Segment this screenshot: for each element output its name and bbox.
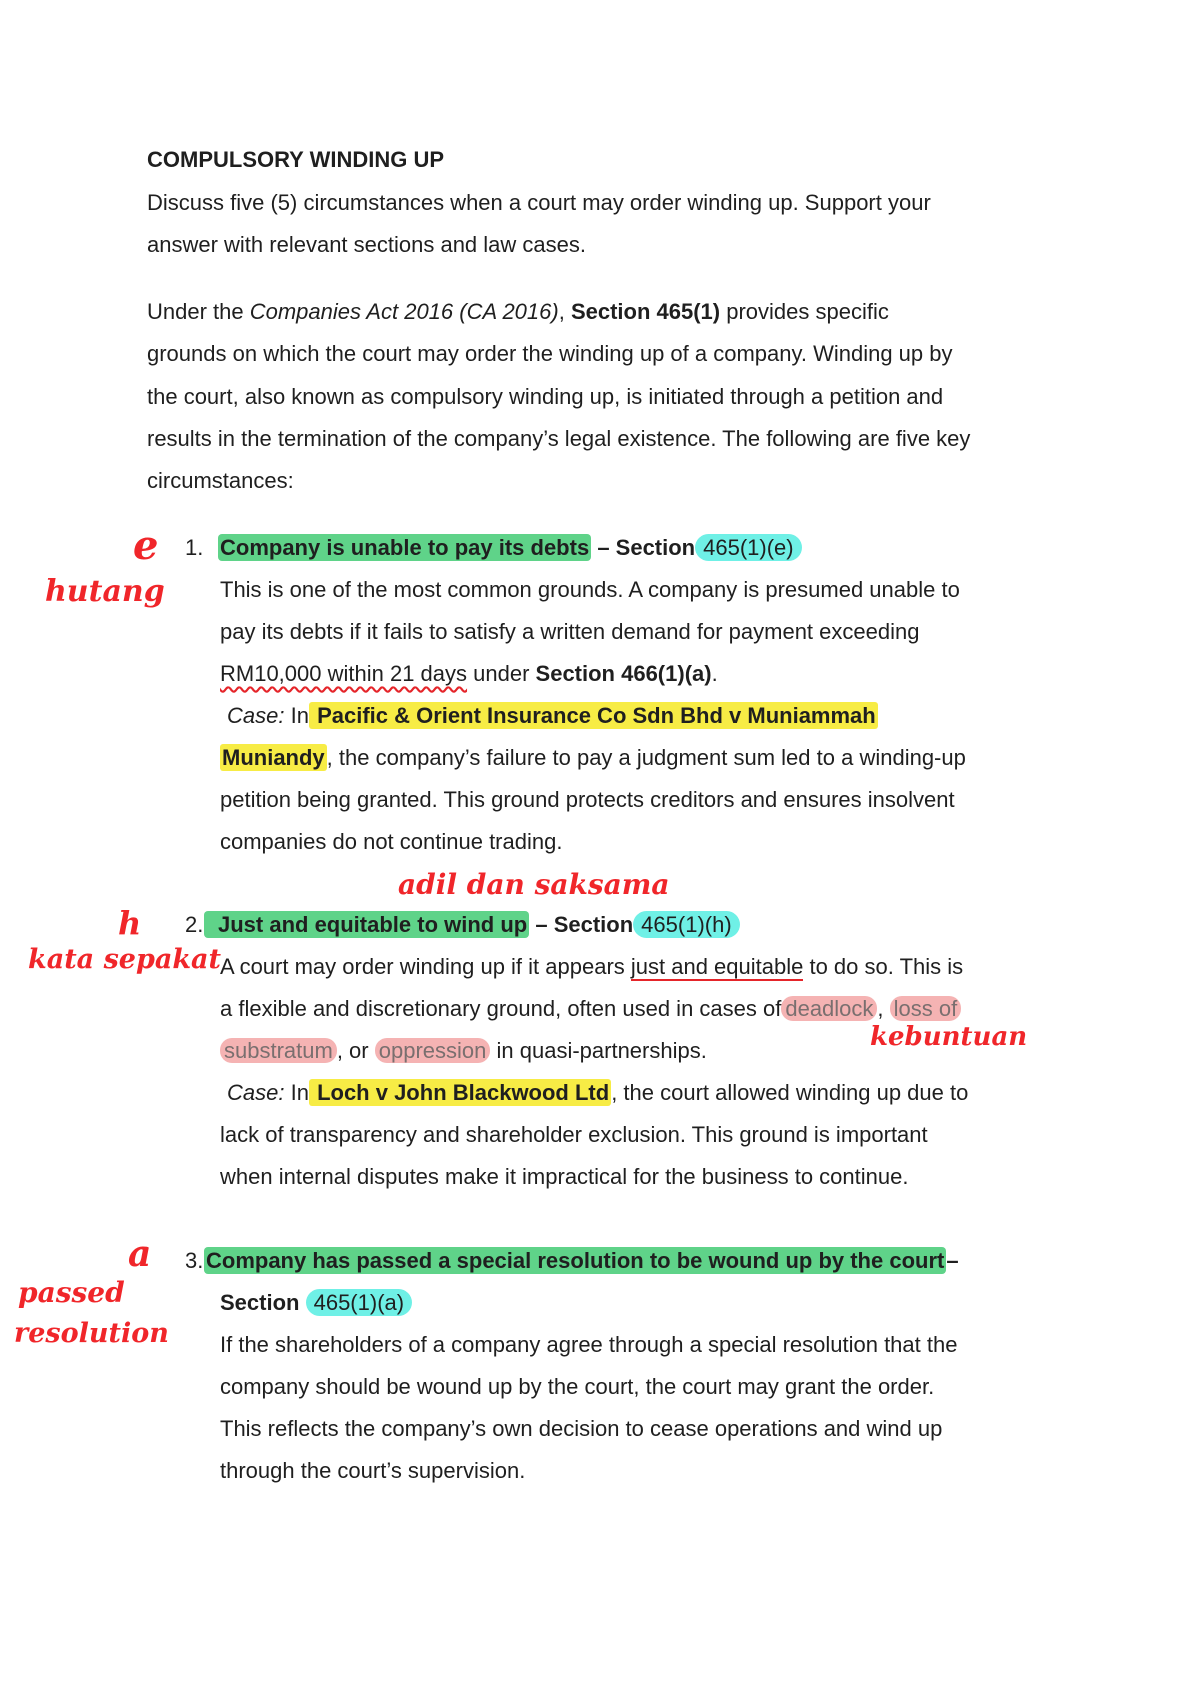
- list-item-title: Company has passed a special resolution to be wound up by the court: [206, 1248, 945, 1273]
- list-number: 2.: [185, 912, 204, 937]
- section-label: Section: [220, 1290, 300, 1315]
- paragraph-text: .: [711, 661, 718, 686]
- list-number: 3.: [185, 1248, 204, 1273]
- paragraph-line: lack of transparency and shareholder exclusion. This ground is important: [220, 1122, 928, 1147]
- handwritten-note: adil dan saksama: [398, 868, 670, 901]
- paragraph-line: through the court’s supervision.: [220, 1458, 526, 1483]
- intro-line-4: results in the termination of the company’s legal existence. The following are five key: [147, 426, 971, 451]
- list-number: 1.: [185, 535, 204, 560]
- handwritten-note: a: [128, 1233, 152, 1275]
- section-reference: 465(1)(e): [695, 534, 801, 561]
- section-label: – Section: [597, 535, 696, 560]
- intro-line-1: [147, 299, 889, 325]
- question-line-2: answer with relevant sections and law cases.: [147, 232, 586, 257]
- page-title: COMPULSORY WINDING UP: [147, 147, 445, 172]
- paragraph-line: [220, 996, 961, 1022]
- paragraph-line: pay its debts if it fails to satisfy a written demand for payment exceeding: [220, 619, 920, 644]
- section-reference: 465(1)(h): [633, 911, 739, 938]
- paragraph-text: , the company’s failure to pay a judgment sum led to a winding-up: [326, 745, 966, 770]
- intro-text: ,: [558, 299, 571, 324]
- paragraph-text: , the court allowed winding up due to: [611, 1080, 969, 1105]
- paragraph-text: ,: [877, 996, 884, 1021]
- section-reference: 465(1)(a): [306, 1289, 412, 1316]
- highlighted-term: substratum: [220, 1038, 337, 1063]
- handwritten-note: resolution: [14, 1318, 169, 1349]
- case-line: [227, 703, 878, 729]
- underlined-text: just and equitable: [630, 954, 804, 979]
- case-name: Pacific & Orient Insurance Co Sdn Bhd v Muniammah: [310, 703, 876, 728]
- case-label: Case:: [227, 703, 285, 728]
- handwritten-note: kebuntuan: [870, 1022, 1028, 1052]
- question-line-1: Discuss five (5) circumstances when a court may order winding up. Support your: [147, 190, 931, 215]
- paragraph-text: to do so. This is: [803, 954, 964, 979]
- intro-text: Under the: [147, 299, 250, 324]
- section-label: –: [946, 1248, 959, 1273]
- paragraph-text: under: [467, 661, 536, 686]
- paragraph-line: [220, 661, 718, 687]
- paragraph-line: companies do not continue trading.: [220, 829, 563, 854]
- handwritten-note: hutang: [45, 574, 165, 609]
- section-line: [220, 1290, 412, 1316]
- case-line: [227, 1080, 968, 1106]
- paragraph-line: This is one of the most common grounds. A company is presumed unable to: [220, 577, 960, 602]
- list-item-title-line: [218, 535, 802, 561]
- intro-line-3: the court, also known as compulsory winding up, is initiated through a petition and: [147, 384, 944, 409]
- highlighted-term: oppression: [375, 1038, 491, 1063]
- paragraph-line: [220, 1038, 707, 1064]
- list-item-title-line: [204, 1248, 959, 1274]
- case-label: Case:: [227, 1080, 285, 1105]
- act-name: Companies Act 2016 (CA 2016): [249, 299, 559, 324]
- paragraph-text: , or: [336, 1038, 369, 1063]
- intro-line-5: circumstances:: [147, 468, 294, 493]
- handwritten-note: kata sepakat: [28, 944, 221, 975]
- paragraph-text: a flexible and discretionary ground, often used in cases of: [220, 996, 782, 1021]
- highlighted-term: deadlock: [781, 996, 877, 1021]
- highlighted-term: loss of: [890, 996, 962, 1021]
- handwritten-note: h: [118, 904, 142, 942]
- section-reference: Section 466(1)(a): [535, 661, 712, 686]
- section-reference: Section 465(1): [570, 299, 721, 324]
- paragraph-text: In: [284, 1080, 309, 1105]
- section-label: – Section: [535, 912, 634, 937]
- intro-text: provides specific: [720, 299, 889, 324]
- handwritten-note: passed: [18, 1276, 125, 1309]
- paragraph-line: [220, 954, 963, 980]
- list-item-title: Just and equitable to wind up: [204, 911, 529, 938]
- paragraph-line: [220, 745, 966, 771]
- paragraph-line: when internal disputes make it impractical for the business to continue.: [220, 1164, 909, 1189]
- paragraph-text: A court may order winding up if it appears: [220, 954, 631, 979]
- paragraph-line: If the shareholders of a company agree through a special resolution that the: [220, 1332, 958, 1357]
- case-name: Loch v John Blackwood Ltd: [310, 1080, 610, 1105]
- paragraph-text: In: [284, 703, 309, 728]
- handwritten-note: e: [133, 522, 159, 569]
- list-item-title-line: [204, 912, 740, 938]
- paragraph-text: in quasi-partnerships.: [490, 1038, 707, 1063]
- intro-line-2: grounds on which the court may order the winding up of a company. Winding up by: [147, 341, 953, 366]
- list-item-title: Company is unable to pay its debts: [220, 535, 590, 560]
- underlined-text: RM10,000 within 21 days: [220, 661, 468, 686]
- paragraph-line: company should be wound up by the court, the court may grant the order.: [220, 1374, 935, 1399]
- paragraph-line: petition being granted. This ground protects creditors and ensures insolvent: [220, 787, 955, 812]
- paragraph-line: This reflects the company’s own decision to cease operations and wind up: [220, 1416, 943, 1441]
- case-name: Muniandy: [222, 745, 325, 770]
